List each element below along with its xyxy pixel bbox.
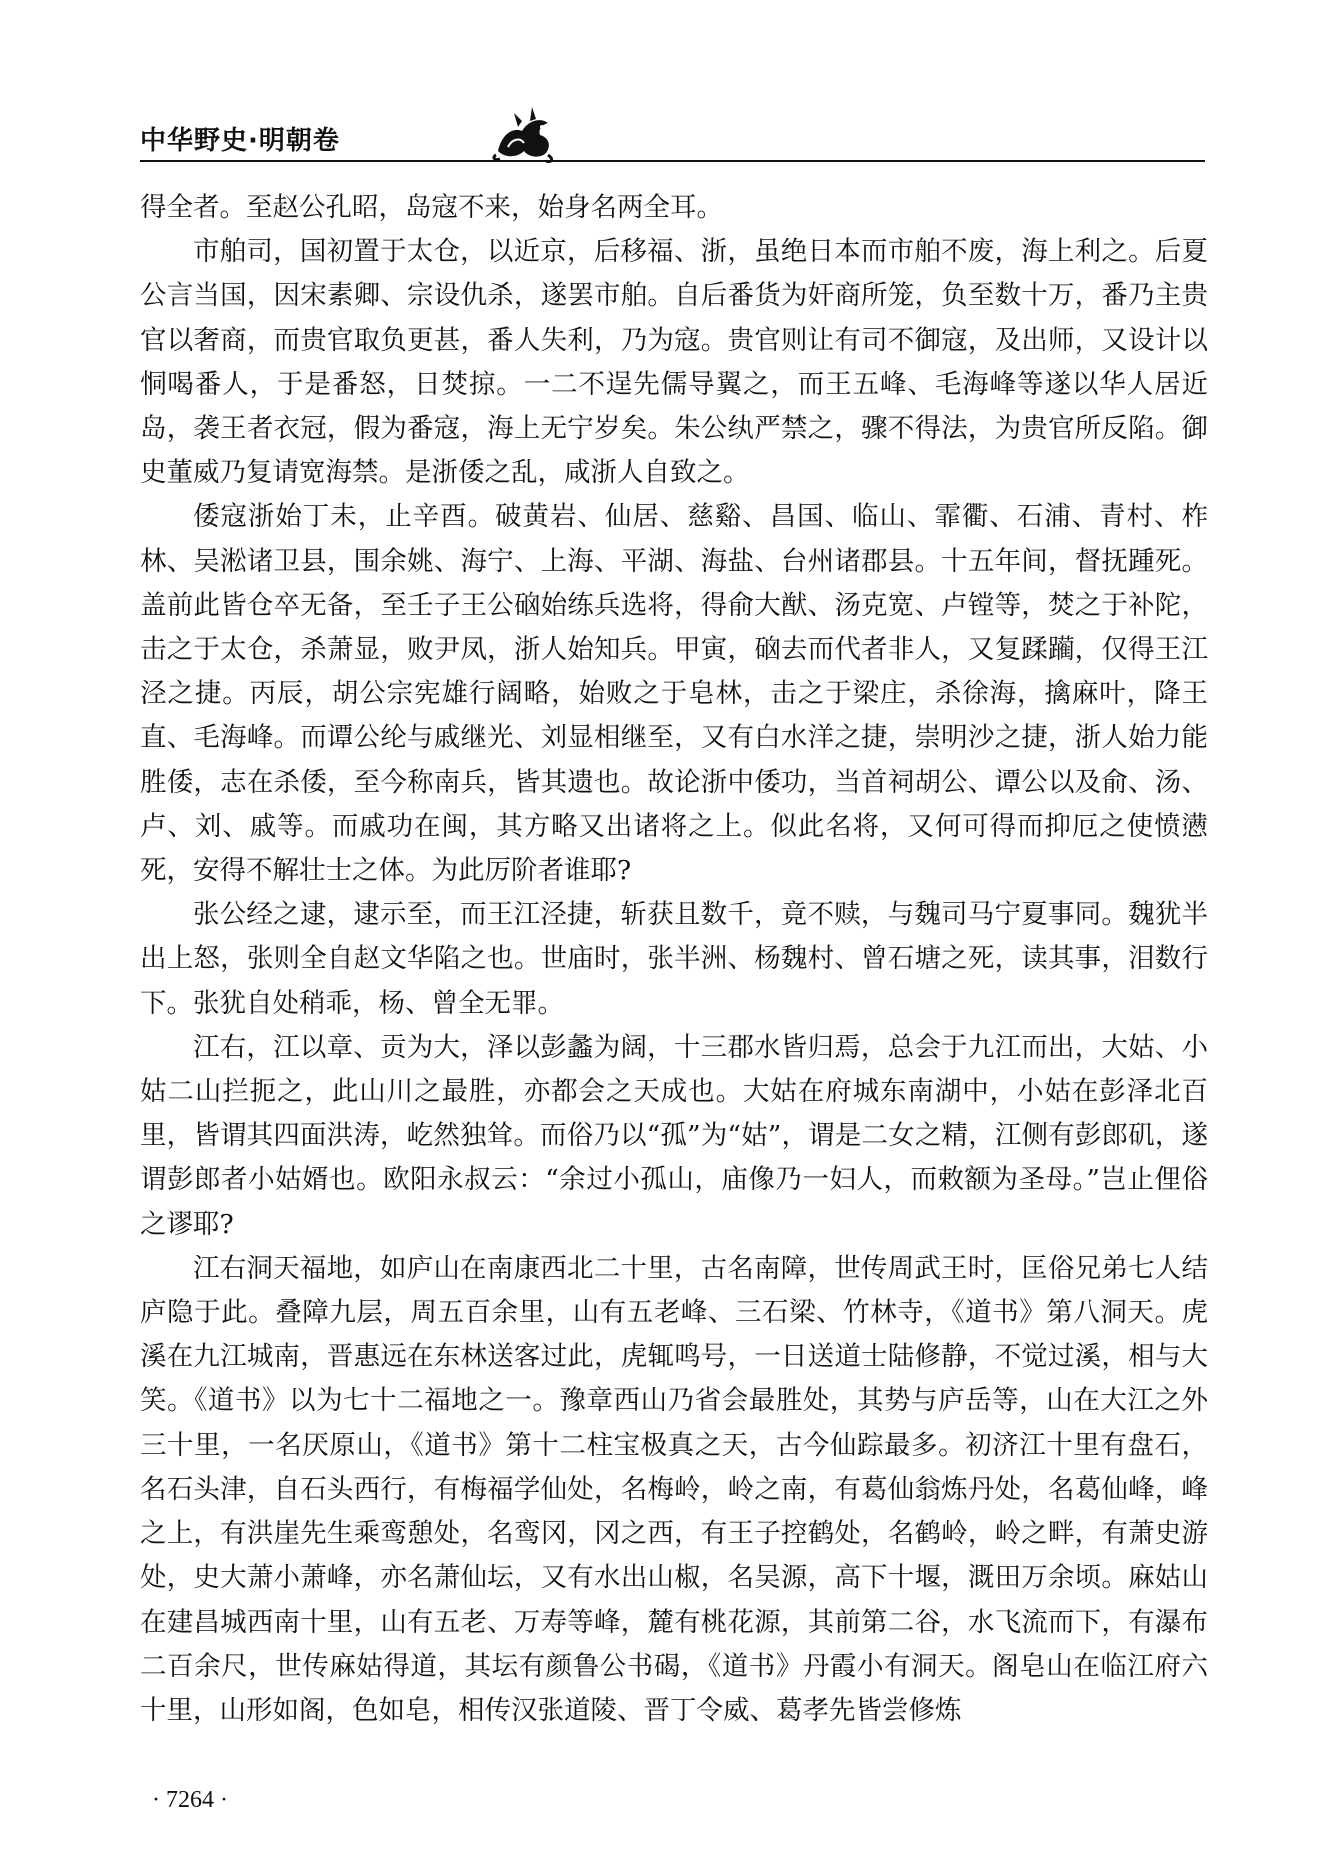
dragon-emblem-icon (488, 103, 558, 165)
paragraph-continuation: 得全者。至赵公孔昭，岛寇不来，始身名两全耳。 (140, 192, 723, 223)
paragraph: 江右洞天福地，如庐山在南康西北二十里，古名南障，世传周武王时，匡俗兄弟七人结庐隐于此。叠障九层，周五百余里，山有五老峰、三石梁、竹林寺，《道书》第八洞天。虎溪在九江城南，晋惠远在东林送客过此，虎辄鸣号，一日送道士陆修静，不觉过溪，相与大笑。《道书》以为七十二福地之一。豫章西山乃省会最胜处，其势与庐岳等，山在大江之外三十里，一名厌原山，《道书》第十二柱宝极真之天，古今仙踪最多。初济江十里有盘石，名石头津，自石头西行，有梅福学仙处，名梅岭，岭之南，有葛仙翁炼丹处，名葛仙峰，峰之上，有洪崖先生乘鸾憩处，名鸾冈，冈之西，有王子控鹤处，名鹤岭，岭之畔，有萧史游处，史大萧小萧峰，亦名萧仙坛，又有水出山椒，名吴源，高下十堰，溉田万余顷。麻姑山在建昌城西南十里，山有五老、万寿等峰，麓有桃花源，其前第二谷，水飞流而下，有瀑布二百余尺，世传麻姑得道，其坛有颜鲁公书碣，《道书》丹霞小有洞天。阁皂山在临江府六十里，山形如阁，色如皂，相传汉张道陵、晋丁令威、葛孝先皆尝修炼 (140, 1252, 1208, 1726)
page-number: · 7264 · (152, 1787, 228, 1813)
body-text (140, 186, 1208, 1733)
paragraph: 江右，江以章、贡为大，泽以彭蠡为阔，十三郡水皆归焉，总会于九江而出，大姑、小姑二山拦扼之，此山川之最胜，亦都会之天成也。大姑在府城东南湖中，小姑在彭泽北百里，皆谓其四面洪涛，屹然独耸。而俗乃以“孤”为“姑”，谓是二女之精，江侧有彭郎矶，遂谓彭郎者小姑婿也。欧阳永叔云：“余过小孤山，庙像乃一妇人，而敕额为圣母。”岂止俚俗之谬耶? (140, 1031, 1208, 1240)
running-header-title: 中华野史·明朝卷 (140, 126, 340, 156)
paragraph: 倭寇浙始丁未，止辛酉。破黄岩、仙居、慈谿、昌国、临山、霏衢、石浦、青村、柞林、吴淞诸卫县，围余姚、海宁、上海、平湖、海盐、台州诸郡县。十五年间，督抚踵死。盖前此皆仓卒无备，至壬子王公硇始练兵选将，得俞大猷、汤克宽、卢镗等，焚之于补陀，击之于太仓，杀萧显，败尹凤，浙人始知兵。甲寅，硇去而代者非人，又复蹂躏，仅得王江泾之捷。丙辰，胡公宗宪雄行阔略，始败之于皂林，击之于梁庄，杀徐海，擒麻叶，降王直、毛海峰。而谭公纶与戚继光、刘显相继至，又有白水洋之捷，崇明沙之捷，浙人始力能胜倭，志在杀倭，至今称南兵，皆其遗也。故论浙中倭功，当首祠胡公、谭公以及俞、汤、卢、刘、戚等。而戚功在闽，其方略又出诸将之上。似此名将，又何可得而抑厄之使愤懑死，安得不解壮士之体。为此厉阶者谁耶? (140, 501, 1208, 887)
paragraph: 市舶司，国初置于太仓，以近京，后移福、浙，虽绝日本而市舶不废，海上利之。后夏公言当国，因宋素卿、宗设仇杀，遂罢市舶。自后番货为奸商所笼，负至数十万，番乃主贵官以奢商，而贵官取负更甚，番人失利，乃为寇。贵官则让有司不御寇，及出师，又设计以恫喝番人，于是番怒，日焚掠。一二不逞先儒导翼之，而王五峰、毛海峰等遂以华人居近岛，袭王者衣冠，假为番寇，海上无宁岁矣。朱公纨严禁之，骤不得法，为贵官所反陷。御史董威乃复请宽海禁。是浙倭之乱，咸浙人自致之。 (140, 236, 1208, 489)
paragraph: 张公经之逮，逮示至，而王江泾捷，斩获且数千，竟不赎，与魏司马宁夏事同。魏犹半出上怒，张则全自赵文华陷之也。世庙时，张半洲、杨魏村、曾石塘之死，读其事，泪数行下。张犹自处稍乖，杨、曾全无罪。 (140, 899, 1208, 1019)
header-rule (140, 160, 1205, 162)
